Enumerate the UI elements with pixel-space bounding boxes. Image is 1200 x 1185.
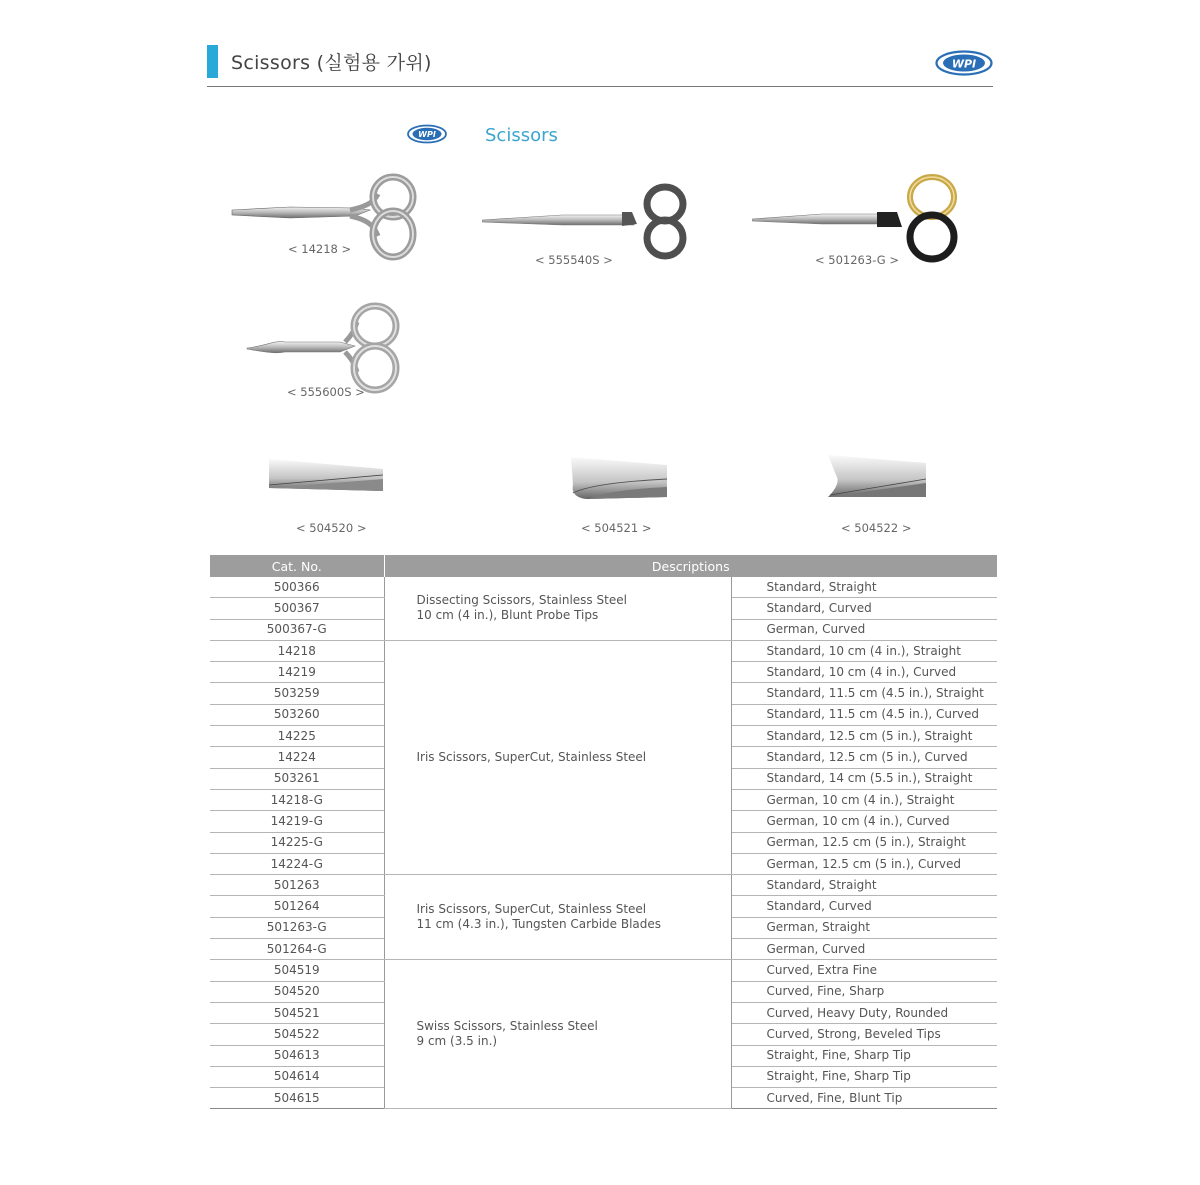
cat-no-cell: 501263 <box>210 875 384 896</box>
cat-no-cell: 504520 <box>210 981 384 1002</box>
header-cat-no: Cat. No. <box>210 555 384 577</box>
scissors-555600s-image <box>245 302 410 397</box>
group-description-line: 9 cm (3.5 in.) <box>416 1034 498 1049</box>
cat-no-cell: 503261 <box>210 768 384 789</box>
cat-no-cell: 503259 <box>210 683 384 704</box>
group-description-line: 11 cm (4.3 in.), Tungsten Carbide Blades <box>416 917 662 932</box>
spec-cell: Standard, Straight <box>731 577 997 598</box>
group-description-cell <box>384 960 731 1109</box>
tip-504521-image <box>569 455 669 503</box>
group-description-cell <box>384 577 731 640</box>
svg-text:WPI: WPI <box>418 130 436 140</box>
cat-no-cell: 14219 <box>210 662 384 683</box>
cat-no-cell: 500366 <box>210 577 384 598</box>
cat-no-cell: 501263-G <box>210 917 384 938</box>
cat-no-cell: 14224 <box>210 747 384 768</box>
spec-cell: Straight, Fine, Sharp Tip <box>731 1045 997 1066</box>
spec-cell: Standard, Curved <box>731 896 997 917</box>
tip-504520-image <box>267 455 385 495</box>
tip-504522-image <box>826 453 929 501</box>
spec-cell: German, 10 cm (4 in.), Straight <box>731 789 997 810</box>
wpi-logo-small <box>407 124 447 144</box>
spec-cell: Curved, Fine, Sharp <box>731 981 997 1002</box>
product-code-14218: < 14218 > <box>288 242 352 256</box>
spec-cell: Standard, 11.5 cm (4.5 in.), Curved <box>731 704 997 725</box>
spec-cell: Standard, 14 cm (5.5 in.), Straight <box>731 768 997 789</box>
section-title: Scissors <box>485 125 558 146</box>
cat-no-cell: 14225-G <box>210 832 384 853</box>
table-row <box>210 640 997 661</box>
cat-no-cell: 503260 <box>210 704 384 725</box>
svg-text:WPI: WPI <box>951 57 977 71</box>
table-row <box>210 875 997 896</box>
spec-cell: Curved, Fine, Blunt Tip <box>731 1088 997 1109</box>
spec-cell: German, 12.5 cm (5 in.), Curved <box>731 853 997 874</box>
spec-cell: Standard, 10 cm (4 in.), Curved <box>731 662 997 683</box>
tip-code-504520: < 504520 > <box>296 521 367 535</box>
spec-cell: Standard, 12.5 cm (5 in.), Straight <box>731 726 997 747</box>
cat-no-cell: 14218 <box>210 640 384 661</box>
scissors-555540s-image <box>482 182 692 262</box>
cat-no-cell: 504614 <box>210 1066 384 1087</box>
spec-cell: German, 10 cm (4 in.), Curved <box>731 811 997 832</box>
spec-cell: Standard, Curved <box>731 598 997 619</box>
product-code-555600s: < 555600S > <box>287 385 365 399</box>
cat-no-cell: 504522 <box>210 1024 384 1045</box>
group-description-line: Iris Scissors, SuperCut, Stainless Steel <box>416 902 647 917</box>
cat-no-cell: 504521 <box>210 1002 384 1023</box>
spec-cell: German, Curved <box>731 619 997 640</box>
page-title: Scissors (실험용 가위) <box>231 52 432 74</box>
cat-no-cell: 14219-G <box>210 811 384 832</box>
header-divider <box>207 86 993 87</box>
table-header-row <box>210 555 997 577</box>
spec-cell: German, 12.5 cm (5 in.), Straight <box>731 832 997 853</box>
table-row <box>210 960 997 981</box>
cat-no-cell: 504519 <box>210 960 384 981</box>
product-code-555540s: < 555540S > <box>535 253 613 267</box>
spec-cell: Curved, Heavy Duty, Rounded <box>731 1002 997 1023</box>
header-accent-bar <box>207 45 218 78</box>
cat-no-cell: 501264-G <box>210 939 384 960</box>
spec-cell: Standard, 10 cm (4 in.), Straight <box>731 640 997 661</box>
tip-code-504522: < 504522 > <box>841 521 912 535</box>
wpi-logo <box>935 50 993 76</box>
spec-cell: German, Straight <box>731 917 997 938</box>
cat-no-cell: 14218-G <box>210 789 384 810</box>
header-descriptions: Descriptions <box>384 555 997 577</box>
cat-no-cell: 14224-G <box>210 853 384 874</box>
spec-cell: Curved, Strong, Beveled Tips <box>731 1024 997 1045</box>
group-description-line: 10 cm (4 in.), Blunt Probe Tips <box>416 608 599 623</box>
spec-cell: Straight, Fine, Sharp Tip <box>731 1066 997 1087</box>
spec-cell: Standard, 11.5 cm (4.5 in.), Straight <box>731 683 997 704</box>
catalog-table <box>210 555 997 1109</box>
group-description-line: Swiss Scissors, Stainless Steel <box>416 1019 598 1034</box>
group-description-line: Iris Scissors, SuperCut, Stainless Steel <box>416 750 647 765</box>
cat-no-cell: 501264 <box>210 896 384 917</box>
spec-cell: German, Curved <box>731 939 997 960</box>
spec-cell: Curved, Extra Fine <box>731 960 997 981</box>
product-code-501263g: < 501263-G > <box>815 253 899 267</box>
tip-code-504521: < 504521 > <box>581 521 652 535</box>
cat-no-cell: 14225 <box>210 726 384 747</box>
cat-no-cell: 504613 <box>210 1045 384 1066</box>
group-description-cell <box>384 875 731 960</box>
spec-cell: Standard, 12.5 cm (5 in.), Curved <box>731 747 997 768</box>
table-row <box>210 577 997 598</box>
cat-no-cell: 500367-G <box>210 619 384 640</box>
group-description-line: Dissecting Scissors, Stainless Steel <box>416 593 627 608</box>
cat-no-cell: 504615 <box>210 1088 384 1109</box>
group-description-cell <box>384 640 731 874</box>
spec-cell: Standard, Straight <box>731 875 997 896</box>
cat-no-cell: 500367 <box>210 598 384 619</box>
